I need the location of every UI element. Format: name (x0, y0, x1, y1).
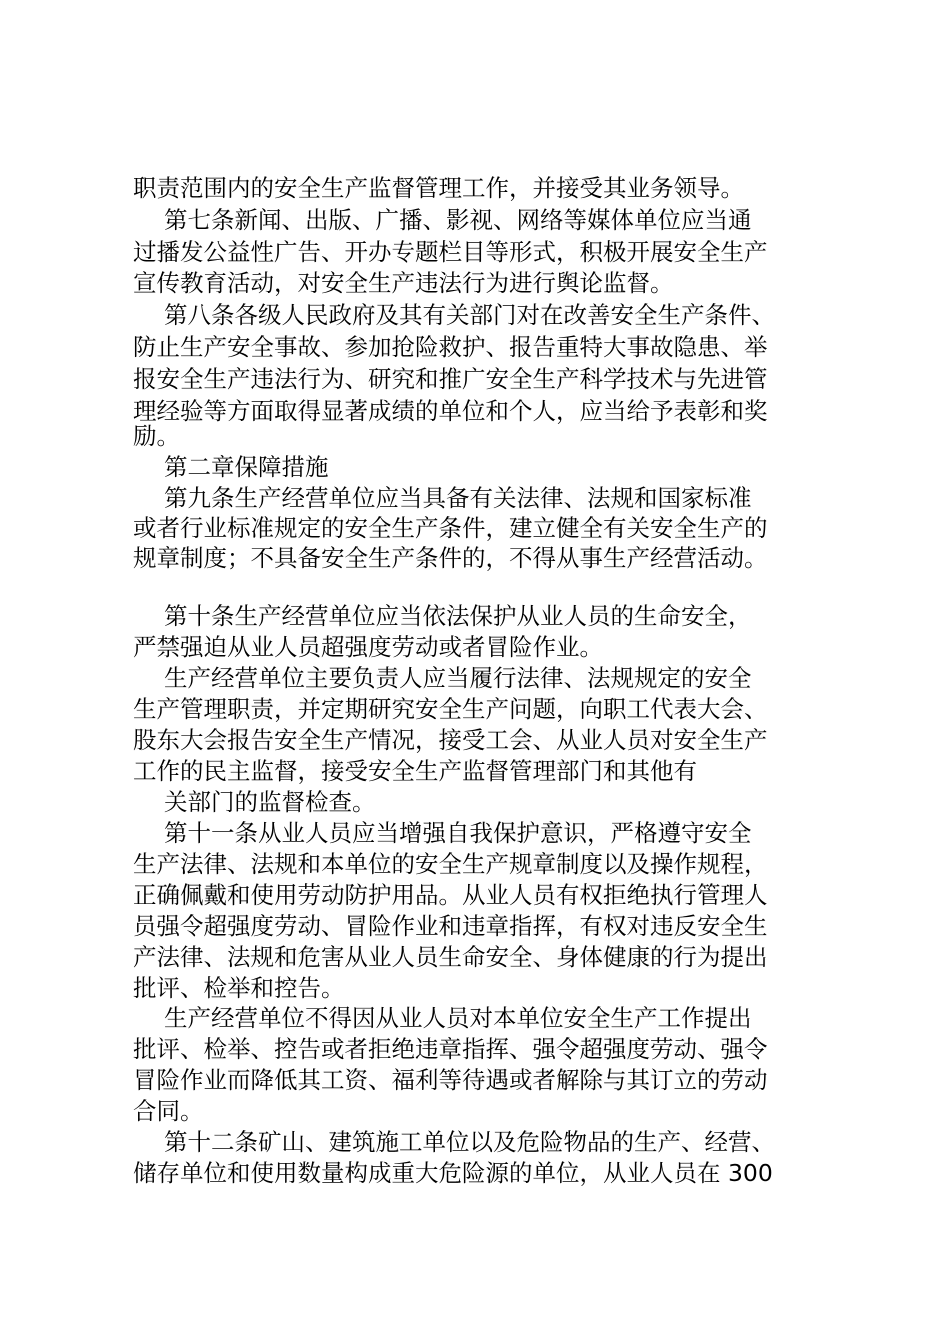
text-line: 或者行业标准规定的安全生产条件，建立健全有关安全生产的 (133, 514, 768, 542)
text-line: 第十一条从业人员应当增强自我保护意识，严格遵守安全 (164, 819, 752, 847)
text-line: 生产经营单位主要负责人应当履行法律、法规规定的安全 (164, 664, 752, 692)
text-line: 过播发公益性广告、开办专题栏目等形式，积极开展安全生产 (133, 238, 768, 266)
text-line: 生产管理职责，并定期研究安全生产问题，向职工代表大会、 (133, 695, 768, 723)
text-line: 产法律、法规和危害从业人员生命安全、身体健康的行为提出 (133, 943, 768, 971)
text-line: 职责范围内的安全生产监督管理工作，并接受其业务领导。 (133, 174, 744, 202)
text-line: 合同。 (133, 1097, 204, 1125)
text-line: 宣传教育活动，对安全生产违法行为进行舆论监督。 (133, 269, 674, 297)
text-line: 严禁强迫从业人员超强度劳动或者冒险作业。 (133, 633, 603, 661)
text-line: 规章制度；不具备安全生产条件的，不得从事生产经营活动。 (133, 544, 768, 572)
text-line: 报安全生产违法行为、研究和推广安全生产科学技术与先进管 (133, 365, 768, 393)
text-line: 冒险作业而降低其工资、福利等待遇或者解除与其订立的劳动 (133, 1066, 768, 1094)
text-line: 员强令超强度劳动、冒险作业和违章指挥，有权对违反安全生 (133, 912, 768, 940)
text-line: 理经验等方面取得显著成绩的单位和个人，应当给予表彰和奖 (133, 397, 768, 425)
text-line: 防止生产安全事故、参加抢险救护、报告重特大事故隐患、举 (133, 333, 768, 361)
text-line: 批评、检举、控告或者拒绝违章指挥、强令超强度劳动、强令 (133, 1035, 768, 1063)
text-line: 励。 (133, 422, 180, 450)
text-line: 第十二条矿山、建筑施工单位以及危险物品的生产、经营、 (164, 1128, 775, 1156)
text-line: 正确佩戴和使用劳动防护用品。从业人员有权拒绝执行管理人 (133, 881, 768, 909)
text-line: 批评、检举和控告。 (133, 974, 345, 1002)
text-line: 第八条各级人民政府及其有关部门对在改善安全生产条件、 (164, 301, 775, 329)
text-line: 第九条生产经营单位应当具备有关法律、法规和国家标准 (164, 484, 752, 512)
text-line: 第七条新闻、出版、广播、影视、网络等媒体单位应当通 (164, 206, 752, 234)
text-line: 生产法律、法规和本单位的安全生产规章制度以及操作规程， (133, 850, 768, 878)
text-line: 工作的民主监督，接受安全生产监督管理部门和其他有 (133, 757, 697, 785)
text-line: 关部门的监督检查。 (164, 788, 376, 816)
text-line: 第十条生产经营单位应当依法保护从业人员的生命安全， (164, 602, 752, 630)
text-line: 股东大会报告安全生产情况，接受工会、从业人员对安全生产 (133, 726, 768, 754)
text-line: 储存单位和使用数量构成重大危险源的单位，从业人员在 300 (133, 1159, 773, 1187)
chapter-heading: 第二章保障措施 (164, 453, 329, 481)
text-line: 生产经营单位不得因从业人员对本单位安全生产工作提出 (164, 1004, 752, 1032)
